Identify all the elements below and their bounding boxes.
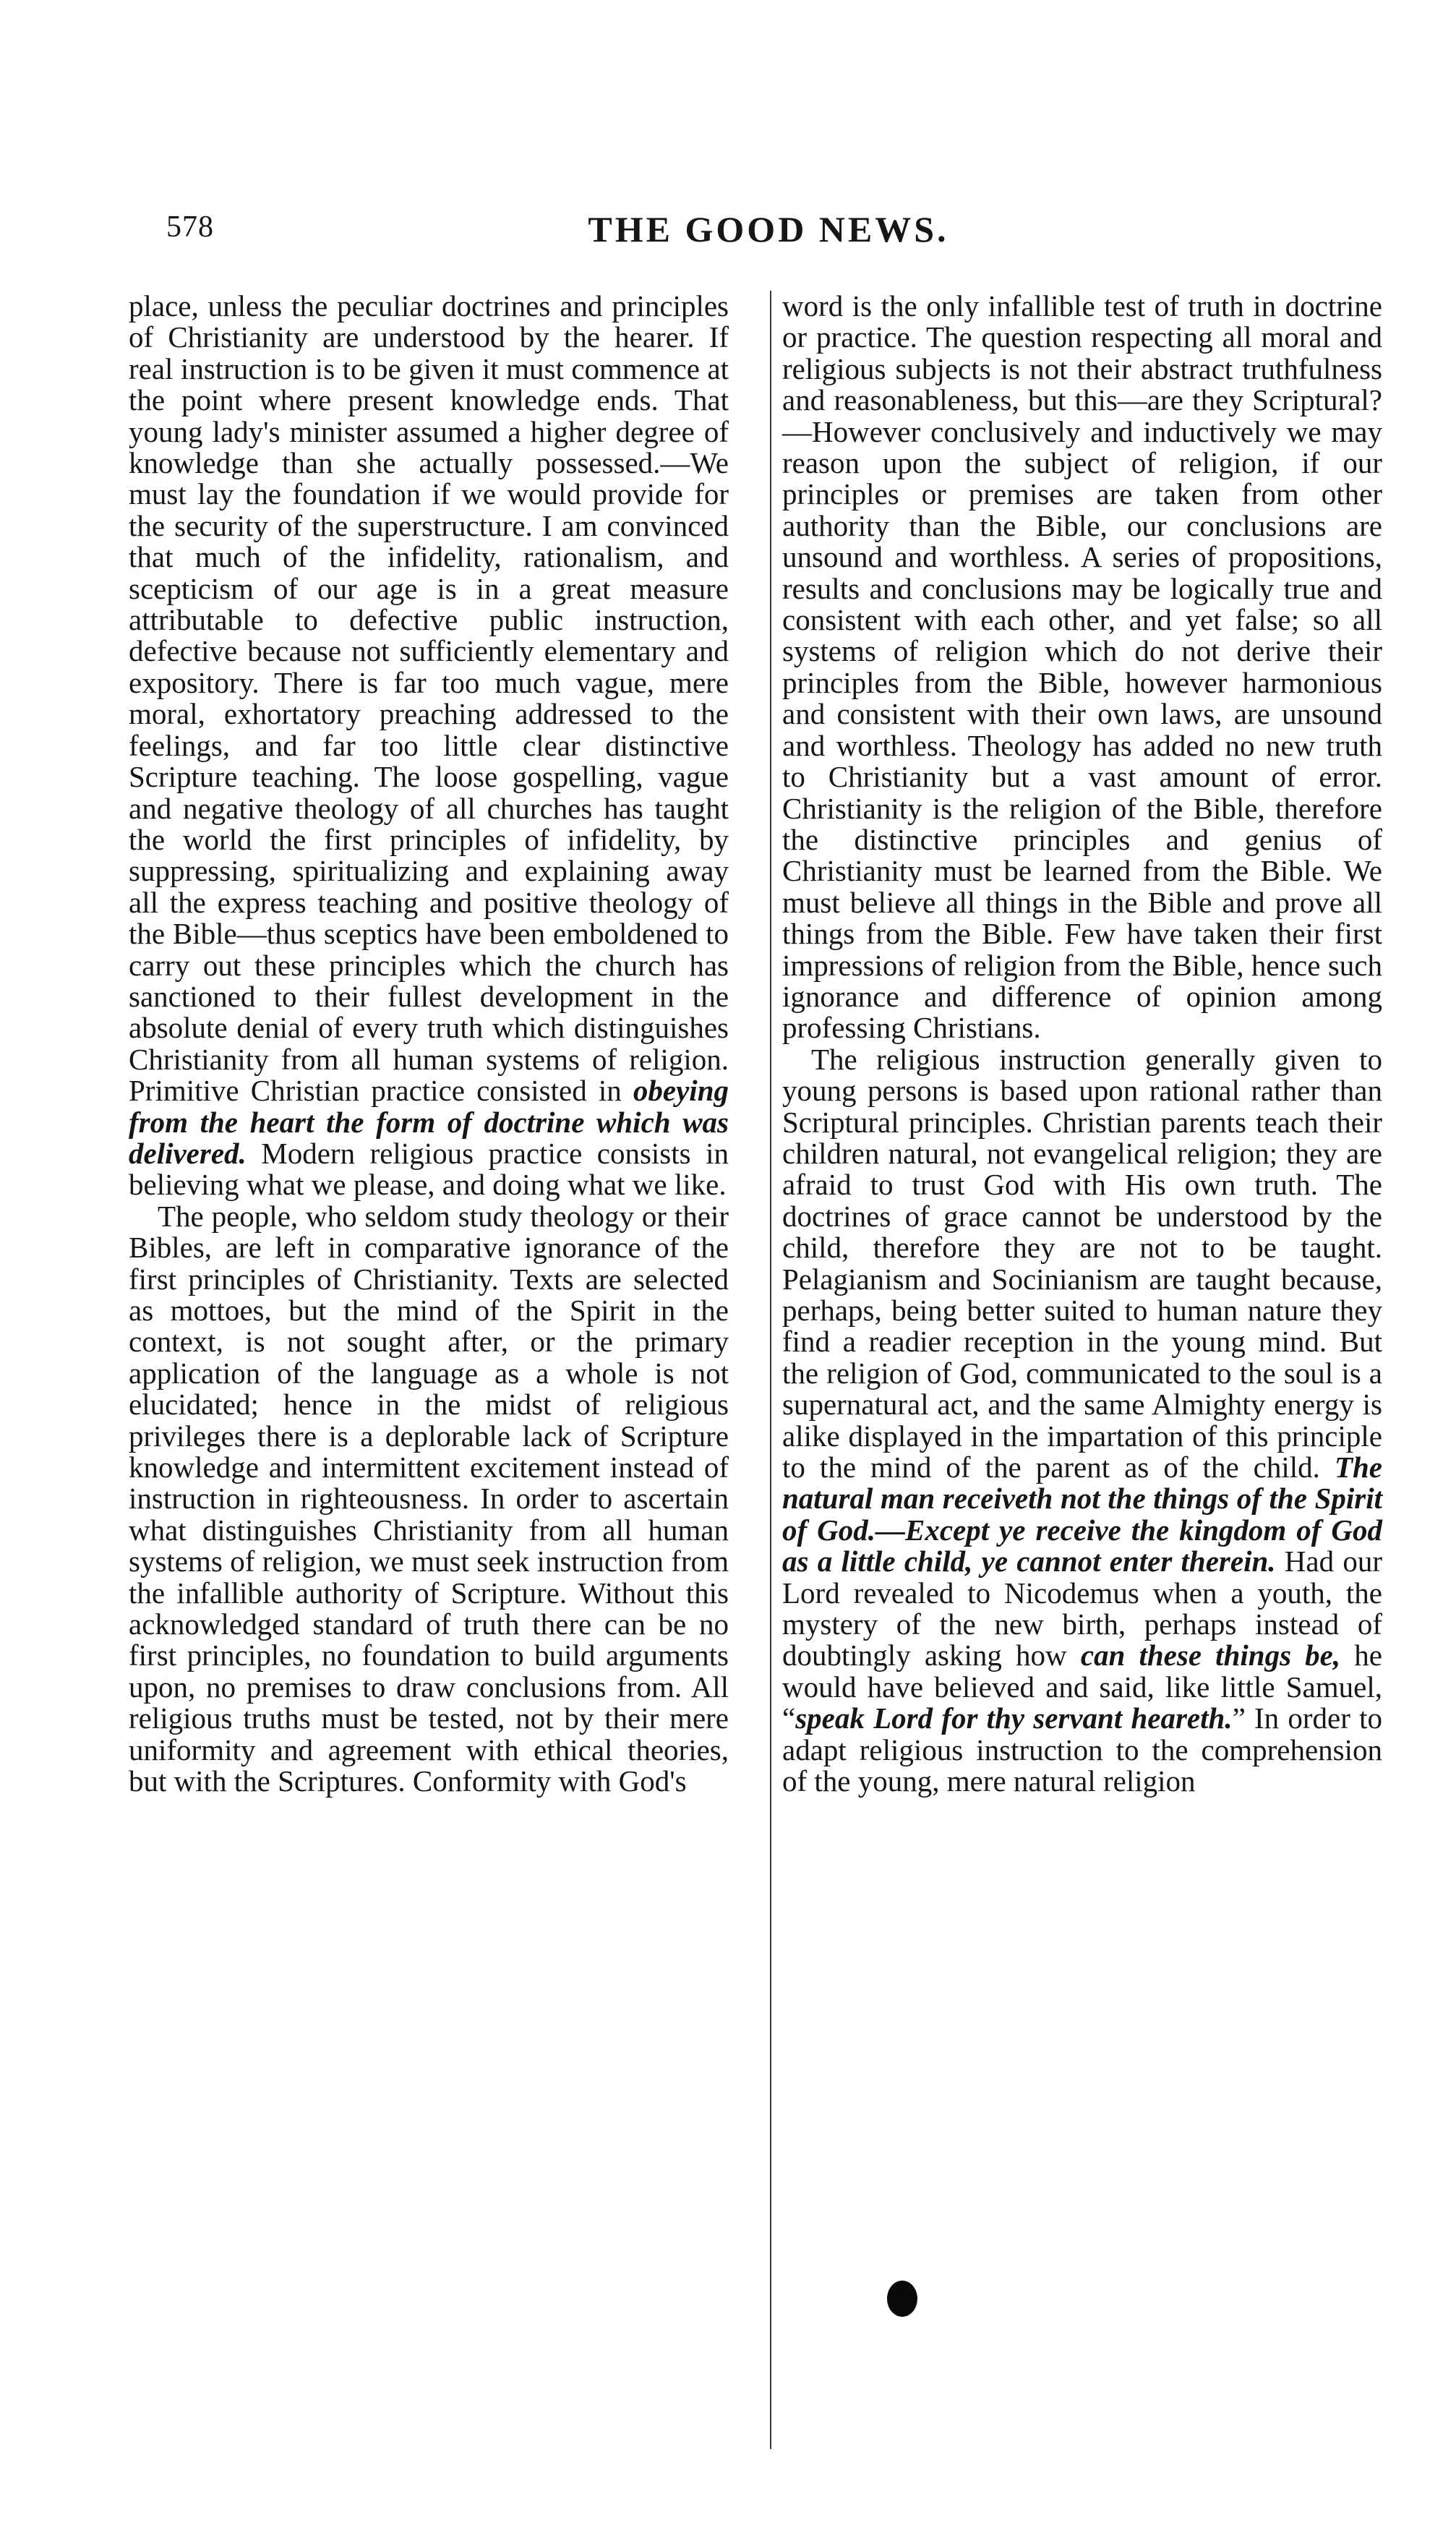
paragraph (129, 291, 729, 1201)
page-title: THE GOOD NEWS. (588, 209, 949, 249)
italic-quote: can these things be, (1080, 1639, 1341, 1672)
paragraph: word is the only infallible test of truth in doctrine or practice. The question respecting all moral and religious subjects is not their abstract truthfulness and reasonableness, but this—are they Scriptural?—However conclusively and inductively we may reason upon the subject of religion, if our principles or premises are taken from other authority than the Bible, our conclusions are unsound and worthless. A series of propositions, results and conclusions may be logically true and consistent with each other, and yet false; so all systems of religion which do not derive their principles from the Bible, however harmonious and consistent with their own laws, are unsound and worthless. Theology has added no new truth to Christianity but a vast amount of error. Christianity is the religion of the Bible, therefore the distinctive principles and genius of Christianity must be learned from the Bible. We must believe all things in the Bible and prove all things from the Bible. Few have taken their first impressions of religion from the Bible, hence such ignorance and difference of opinion among professing Christians. (782, 289, 1382, 1045)
paragraph-text: The religious instruction generally given to young persons is based upon rational rather than Scriptural principles. Christian parents teach their children natural, not evangelical religion; they are afraid to trust God with His own truth. The doctrines of grace cannot be understood by the child, therefore they are not to be taught. Pelagianism and Socinianism are taught because, perhaps, being better suited to human nature they find a readier reception in the young mind. But the religion of God, communicated to the soul is a supernatural act, and the same Almighty energy is alike displayed in the impartation of this principle to the mind of the parent as of the child. (782, 1042, 1382, 1484)
italic-quote: speak Lord for thy servant heareth. (795, 1701, 1233, 1735)
paragraph-text: place, unless the peculiar doctrines and principles of Christianity are understood by the hearer. If real instruction is to be given it must commence at the point where present knowledge ends. That young lady's minister assumed a higher degree of knowledge than she actually possessed.—We must lay the foundation if we would provide for the security of the superstructure. I am convinced that much of the infidelity, rationalism, and scepticism of our age is in a great measure attributable to defective public instruction, defective because not sufficiently elementary and expository. There is far too much vague, mere moral, exhortatory preaching addressed to the feelings, and far too little clear distinctive Scripture teaching. The loose gospelling, vague and negative theology of all churches has taught the world the first principles of infidelity, by suppressing, spiritualizing and explaining away all the express teaching and positive theology of the Bible—thus sceptics have been emboldened to carry out these principles which the church has sanctioned to their fullest development in the absolute denial of every truth which distinguishes Christianity from all human systems of religion. Primitive Christian practice consisted in (129, 289, 729, 1108)
paragraph (782, 1044, 1382, 1798)
paragraph-text: Had our Lord revealed to Nicodemus when a youth, the mystery of the new birth, perhaps instead of doubtingly asking how (782, 1545, 1382, 1672)
ink-blot (887, 2281, 917, 2317)
italic-quote: The natural man receiveth not the things of the Spirit of God.—Except ye receive the kingdom of God as a little child, ye cannot enter therein. (782, 1451, 1382, 1578)
paragraph-text: ” In order to adapt religious instruction to the comprehension of the young, mere natural religion (782, 1701, 1382, 1798)
left-column (129, 291, 729, 1798)
paragraph: The people, who seldom study theology or their Bibles, are left in comparative ignorance of the first principles of Christianity. Texts are selected as mottoes, but the mind of the Spirit in the context, is not sought after, or the primary application of the language as a whole is not elucidated; hence in the midst of religious privileges there is a deplorable lack of Scripture knowledge and intermittent excitement instead of instruction in righteousness. In order to ascertain what distinguishes Christianity from all human systems of religion, we must seek instruction from the infallible authority of Scripture. Without this acknowledged standard of truth there can be no first principles, no foundation to build arguments upon, no premises to draw conclusions from. All religious truths must be tested, not by their mere uniformity and agreement with ethical theories, but with the Scriptures. Conformity with God's (129, 1199, 729, 1798)
column-divider (770, 291, 771, 2449)
italic-quote: obeying from the heart the form of doctrine which was delivered. (129, 1074, 729, 1170)
right-column (782, 291, 1382, 1798)
paragraph-text: Modern religious practice consists in believing what we please, and doing what we like. (129, 1136, 729, 1202)
paragraph-text: he would have believed and said, like little Samuel, “ (782, 1639, 1382, 1735)
running-header (142, 208, 1395, 259)
page-number: 578 (166, 210, 214, 244)
